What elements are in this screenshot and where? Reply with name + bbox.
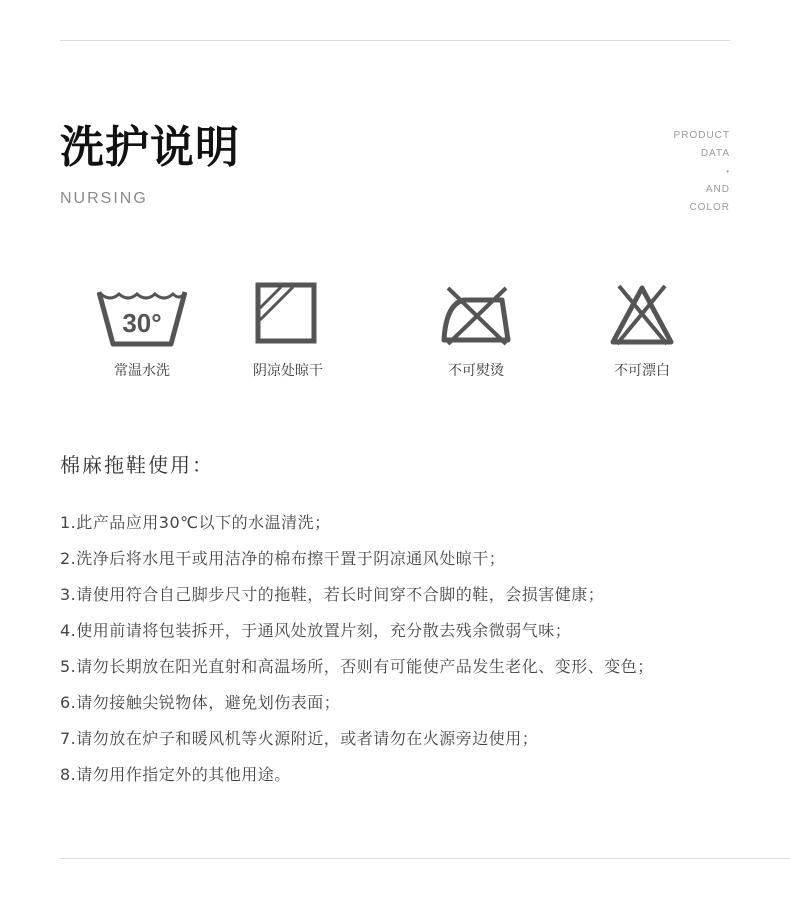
- care-label-bleach: 不可漂白: [614, 363, 670, 379]
- care-item-iron: [416, 282, 536, 380]
- list-item: 1.此产品应用30℃以下的水温清洗；: [60, 513, 331, 532]
- care-item-bleach: [582, 282, 702, 380]
- list-item: 3.请使用符合自己脚步尺寸的拖鞋，若长时间穿不合脚的鞋，会损害健康；: [60, 585, 605, 604]
- list-item: 7.请勿放在炉子和暖风机等火源附近，或者请勿在火源旁边使用；: [60, 729, 539, 748]
- dry-in-shade-icon: [255, 282, 321, 348]
- list-item: 4.使用前请将包装拆开，于通风处放置片刻，充分散去残余微弱气味；: [60, 621, 572, 640]
- list-item: 5.请勿长期放在阳光直射和高温场所，否则有可能使产品发生老化、变形、变色；: [60, 657, 654, 676]
- top-divider: [60, 40, 731, 41]
- care-label-wash: 常温水洗: [114, 363, 170, 379]
- do-not-bleach-icon: [609, 282, 675, 348]
- side-dot: •: [726, 167, 730, 176]
- side-caption: [640, 127, 730, 217]
- list-item: 2.洗净后将水甩干或用洁净的棉布擦干置于阴凉通风处晾干；: [60, 549, 506, 568]
- page-title: 洗护说明: [60, 122, 240, 173]
- wash-30-icon: [97, 282, 187, 348]
- do-not-iron-icon: [440, 282, 512, 348]
- care-item-wash: [82, 282, 202, 380]
- list-item: 8.请勿用作指定外的其他用途。: [60, 765, 291, 784]
- section-title: 棉麻拖鞋使用：: [60, 453, 214, 477]
- care-label-iron: 不可熨烫: [448, 363, 504, 379]
- side-line: COLOR: [689, 202, 730, 213]
- page-subtitle: NURSING: [60, 190, 148, 207]
- care-label-dry: 阴凉处晾干: [253, 363, 323, 379]
- usage-list: [60, 505, 780, 793]
- side-line: PRODUCT: [673, 130, 730, 141]
- side-line: AND: [705, 184, 730, 195]
- side-line: DATA: [700, 148, 730, 159]
- wash-temp-text: 30°: [122, 308, 162, 338]
- bottom-divider: [60, 858, 790, 859]
- care-icons: [60, 282, 731, 392]
- list-item: 6.请勿接触尖锐物体，避免划伤表面；: [60, 693, 341, 712]
- care-item-dry: [228, 282, 348, 380]
